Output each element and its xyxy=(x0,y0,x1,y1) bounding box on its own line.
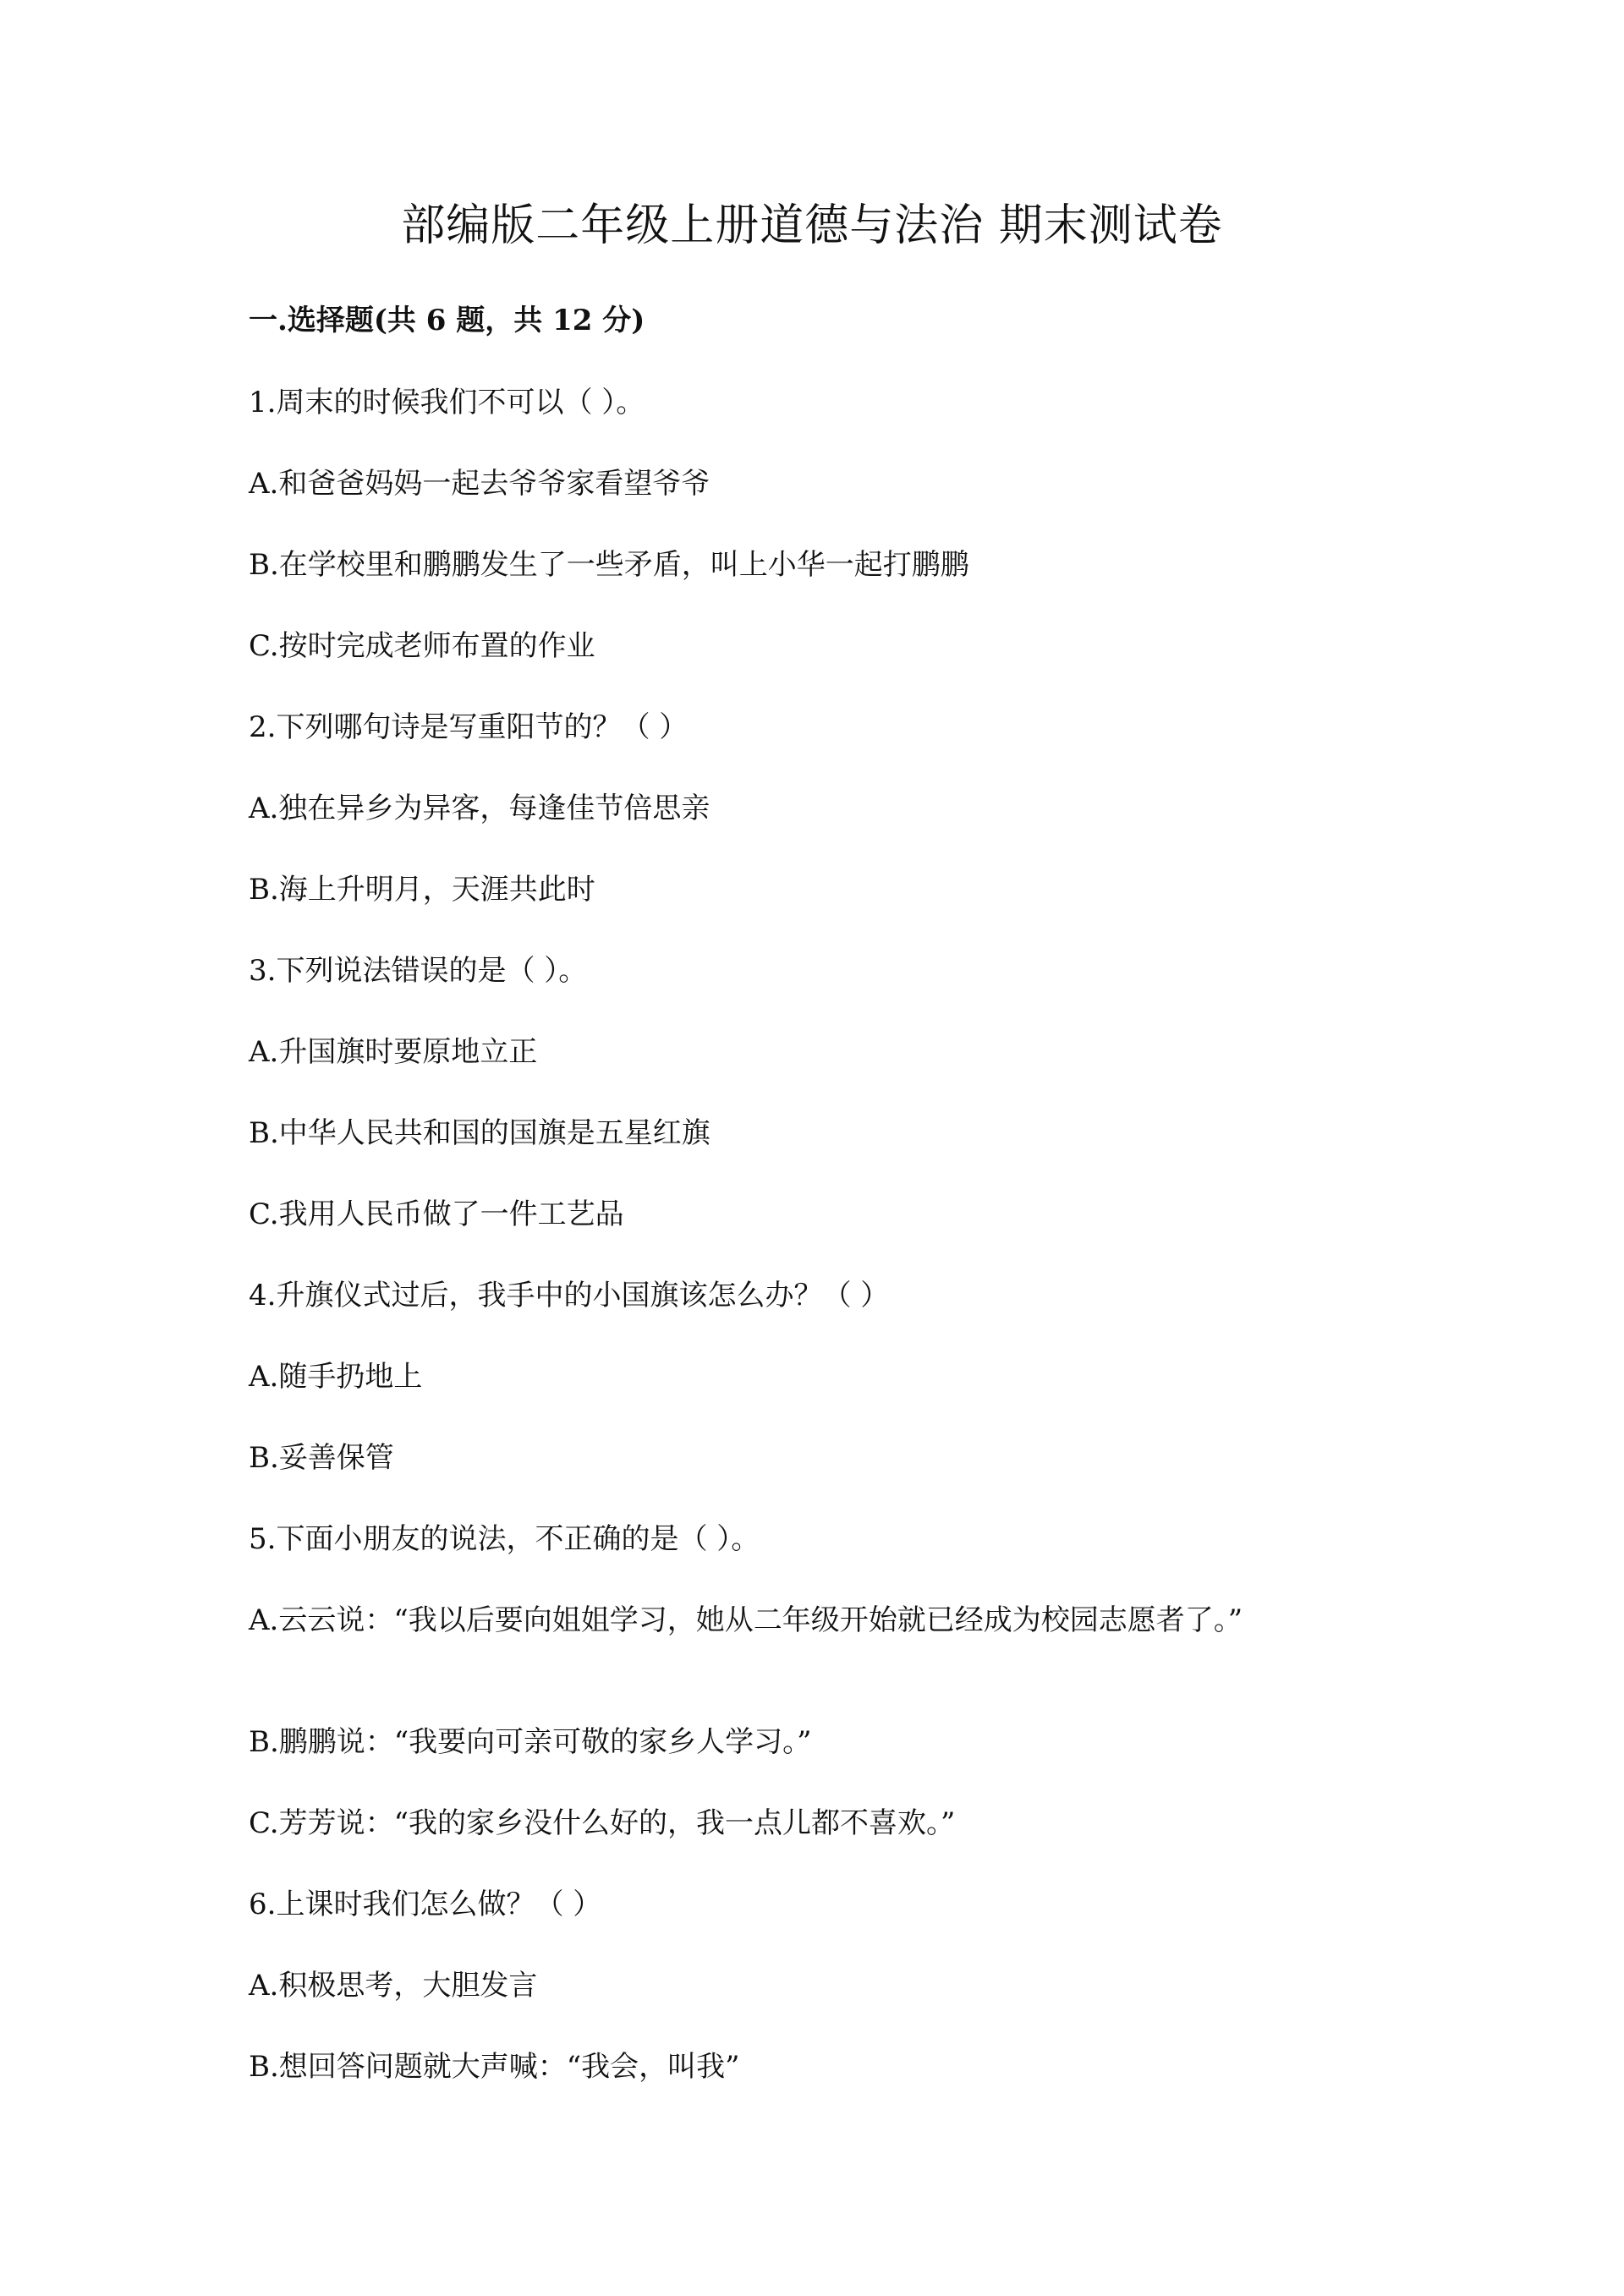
question-3-option-b: B.中华人民共和国的国旗是五星红旗 xyxy=(249,1116,710,1150)
question-1-option-c: C.按时完成老师布置的作业 xyxy=(249,629,595,663)
question-4-option-a: A.随手扔地上 xyxy=(249,1360,423,1394)
question-5-option-a: A.云云说：“我以后要向姐姐学习，她从二年级开始就已经成为校园志愿者了。” xyxy=(249,1603,1243,1637)
question-3-stem: 3.下列说法错误的是（ ）。 xyxy=(249,954,588,988)
question-4-stem: 4.升旗仪式过后，我手中的小国旗该怎么办？（ ） xyxy=(249,1279,890,1312)
question-6-option-b: B.想回答问题就大声喊：“我会，叫我” xyxy=(249,2050,740,2084)
question-3-option-a: A.升国旗时要原地立正 xyxy=(249,1035,538,1069)
question-1-stem: 1.周末的时候我们不可以（ ）。 xyxy=(249,386,645,419)
question-5-option-c: C.芳芳说：“我的家乡没什么好的，我一点儿都不喜欢。” xyxy=(249,1806,956,1840)
question-5-stem: 5.下面小朋友的说法，不正确的是（ ）。 xyxy=(249,1522,760,1556)
question-3-option-c: C.我用人民币做了一件工艺品 xyxy=(249,1197,624,1231)
question-5-option-b: B.鹏鹏说：“我要向可亲可敬的家乡人学习。” xyxy=(249,1725,812,1759)
question-6-stem: 6.上课时我们怎么做？（ ） xyxy=(249,1888,602,1921)
question-2-option-a: A.独在异乡为异客，每逢佳节倍思亲 xyxy=(249,792,710,825)
question-6-option-a: A.积极思考，大胆发言 xyxy=(249,1969,538,2003)
question-1-option-a: A.和爸爸妈妈一起去爷爷家看望爷爷 xyxy=(249,467,710,501)
section-heading: 一.选择题(共 6 题，共 12 分) xyxy=(249,304,645,337)
question-2-stem: 2.下列哪句诗是写重阳节的？（ ） xyxy=(249,710,689,744)
question-2-option-b: B.海上升明月，天涯共此时 xyxy=(249,873,595,907)
page-title: 部编版二年级上册道德与法治 期末测试卷 xyxy=(401,200,1223,251)
question-4-option-b: B.妥善保管 xyxy=(249,1441,394,1475)
question-1-option-b: B.在学校里和鹏鹏发生了一些矛盾，叫上小华一起打鹏鹏 xyxy=(249,548,969,582)
